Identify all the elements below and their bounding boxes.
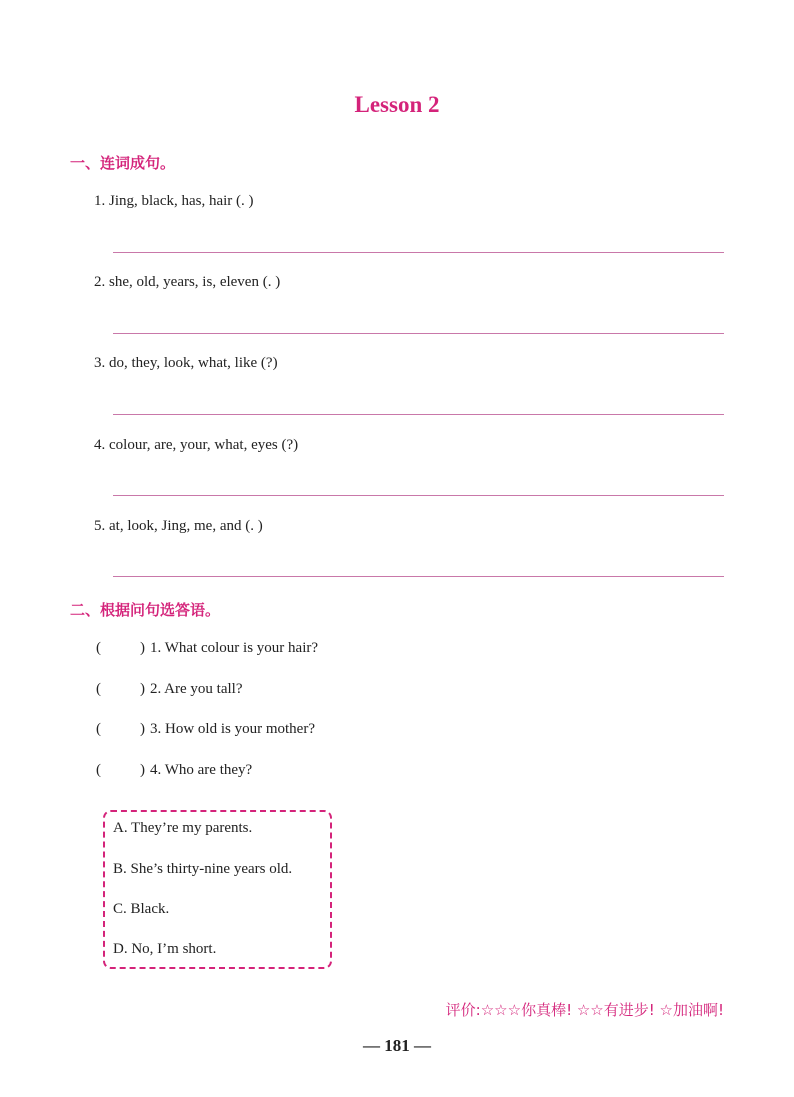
answer-blank-open[interactable]: ( [96,721,101,737]
reorder-item-3: 3. do, they, look, what, like (?) [94,355,278,371]
answer-line-5[interactable] [113,576,724,577]
section1-heading: 一、连词成句。 [70,154,176,172]
page-number: — 181 — [363,1036,431,1055]
question-text: 3. How old is your mother? [150,721,315,737]
reorder-item-2: 2. she, old, years, is, eleven (. ) [94,274,281,290]
answer-blank-open[interactable]: ( [96,640,101,656]
question-text: 1. What colour is your hair? [150,640,319,656]
answer-blank-close: ) [140,721,145,737]
page-title: Lesson 2 [354,92,440,117]
option-a: A. They’re my parents. [113,820,253,836]
reorder-item-4: 4. colour, are, your, what, eyes (?) [94,437,299,453]
reorder-item-1: 1. Jing, black, has, hair (. ) [94,193,254,209]
answer-line-4[interactable] [113,495,724,496]
question-text: 2. Are you tall? [150,681,243,697]
answer-blank-open[interactable]: ( [96,681,101,697]
answer-blank-close: ) [140,762,145,778]
answer-line-3[interactable] [113,414,724,415]
answer-blank-close: ) [140,681,145,697]
answer-blank-open[interactable]: ( [96,762,101,778]
option-c: C. Black. [113,901,170,917]
reorder-item-5: 5. at, look, Jing, me, and (. ) [94,518,263,534]
option-b: B. She’s thirty-nine years old. [113,861,293,877]
section2-heading: 二、根据问句选答语。 [70,601,221,619]
question-text: 4. Who are they? [150,762,253,778]
answer-line-1[interactable] [113,252,724,253]
answer-blank-close: ) [140,640,145,656]
option-d: D. No, I’m short. [113,941,217,957]
self-rating: 评价:☆☆☆你真棒! ☆☆有进步! ☆加油啊! [445,1001,724,1019]
answer-line-2[interactable] [113,333,724,334]
